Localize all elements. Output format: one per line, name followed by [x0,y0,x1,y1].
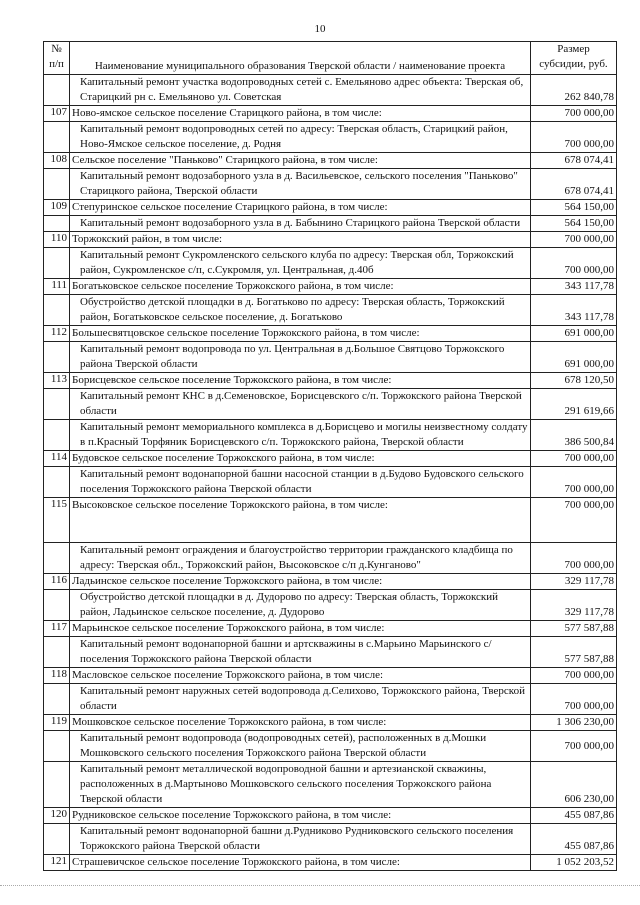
row-number: 107 [44,106,70,122]
row-name: Обустройство детской площадки в д. Богатьково по адресу: Тверская область, Торжокский район, Богатьковское сельское поселение, д. Богатьково [70,295,531,326]
subsidy-table [43,41,617,871]
row-amount: 455 087,86 [531,808,617,824]
row-amount: 700 000,00 [531,684,617,715]
row-amount: 577 587,88 [531,637,617,668]
row-number: 115 [44,498,70,543]
project-row [44,762,617,808]
row-number: 111 [44,279,70,295]
row-name: Капитальный ремонт водонапорной башни насосной станции в д.Будово Будовского сельского поселения Торжокского района Тверской области [70,467,531,498]
municipality-row [44,715,617,731]
row-name: Капитальный ремонт водозаборного узла в д. Васильевское, сельского поселения "Паньково" Старицкого района, Тверской области [70,169,531,200]
row-name: Капитальный ремонт КНС в д.Семеновское, Борисцевского с/п. Торжокского района Тверской области [70,389,531,420]
row-number: 116 [44,574,70,590]
row-name: Капитальный ремонт водопровода по ул. Центральная в д.Большое Святцово Торжокского района Тверской области [70,342,531,373]
project-row [44,684,617,715]
row-number: 112 [44,326,70,342]
row-amount: 564 150,00 [531,216,617,232]
row-number [44,762,70,808]
project-row [44,342,617,373]
row-amount: 700 000,00 [531,467,617,498]
row-name: Капитальный ремонт участка водопроводных сетей с. Емельяново адрес объекта: Тверская об, Старицкий рн с. Емельяново ул. Советская [70,75,531,106]
header-number: № п/п [44,42,70,75]
row-number: 117 [44,621,70,637]
row-amount: 691 000,00 [531,326,617,342]
row-number [44,75,70,106]
project-row [44,590,617,621]
municipality-row [44,574,617,590]
row-name: Мошковское сельское поселение Торжокского района, в том числе: [70,715,531,731]
row-amount: 291 619,66 [531,389,617,420]
row-number: 114 [44,451,70,467]
row-amount: 577 587,88 [531,621,617,637]
row-name: Степуринское сельское поселение Старицкого района, в том числе: [70,200,531,216]
header-amount: Размер субсидии, руб. [531,42,617,75]
row-amount: 564 150,00 [531,200,617,216]
table-header [44,42,617,75]
row-name: Борисцевское сельское поселение Торжокского района, в том числе: [70,373,531,389]
row-number: 119 [44,715,70,731]
row-number [44,122,70,153]
row-amount: 700 000,00 [531,106,617,122]
row-number: 113 [44,373,70,389]
row-name: Ладьинское сельское поселение Торжокского района, в том числе: [70,574,531,590]
row-number [44,731,70,762]
project-row [44,731,617,762]
row-amount: 1 306 230,00 [531,715,617,731]
row-number [44,824,70,855]
municipality-row [44,855,617,871]
table-body [44,75,617,871]
row-name: Страшевичское сельское поселение Торжокского района, в том числе: [70,855,531,871]
row-amount: 700 000,00 [531,232,617,248]
row-amount: 329 117,78 [531,574,617,590]
row-name: Будовское сельское поселение Торжокского района, в том числе: [70,451,531,467]
row-amount: 678 120,50 [531,373,617,389]
row-name: Масловское сельское поселение Торжокского района, в том числе: [70,668,531,684]
project-row [44,216,617,232]
row-number: 118 [44,668,70,684]
row-number [44,248,70,279]
row-amount: 700 000,00 [531,668,617,684]
project-row [44,169,617,200]
project-row [44,248,617,279]
row-number [44,216,70,232]
row-number: 110 [44,232,70,248]
row-name: Капитальный ремонт водонапорной башни и артскважины в с.Марьино Марьинского с/поселения Торжокского района Тверской области [70,637,531,668]
row-amount: 343 117,78 [531,295,617,326]
municipality-row [44,498,617,543]
municipality-row [44,451,617,467]
row-amount: 700 000,00 [531,498,617,543]
project-row [44,420,617,451]
row-number: 121 [44,855,70,871]
row-name: Капитальный ремонт наружных сетей водопровода д.Селихово, Торжокского района, Тверской области [70,684,531,715]
page-number: 10 [314,23,326,35]
municipality-row [44,808,617,824]
row-amount: 329 117,78 [531,590,617,621]
project-row [44,543,617,574]
row-number [44,543,70,574]
row-name: Капитальный ремонт ограждения и благоустройство территории гражданского кладбища по адресу: Тверская обл., Торжокский район, Высоковское с/п д.Кунганово" [70,543,531,574]
scan-edge [0,885,640,886]
row-name: Капитальный ремонт Сукромленского сельского клуба по адресу: Тверская обл, Торжокский район, Сукромленское с/п, с.Сукромля, ул. Центральная, д.40б [70,248,531,279]
row-name: Большесвятцовское сельское поселение Торжокского района, в том числе: [70,326,531,342]
municipality-row [44,200,617,216]
row-number [44,420,70,451]
row-number [44,295,70,326]
municipality-row [44,153,617,169]
row-amount: 700 000,00 [531,543,617,574]
project-row [44,389,617,420]
row-amount: 700 000,00 [531,122,617,153]
row-name: Рудниковское сельское поселение Торжокского района, в том числе: [70,808,531,824]
row-number [44,590,70,621]
row-name: Капитальный ремонт водопроводных сетей по адресу: Тверская область, Старицкий район, Ново-Ямское сельское поселение, д. Родня [70,122,531,153]
row-name: Ново-ямское сельское поселение Старицкого района, в том числе: [70,106,531,122]
project-row [44,824,617,855]
project-row [44,467,617,498]
project-row [44,637,617,668]
row-name: Сельское поселение "Паньково" Старицкого района, в том числе: [70,153,531,169]
project-row [44,295,617,326]
row-number [44,389,70,420]
row-name: Капитальный ремонт водонапорной башни д.Рудниково Рудниковского сельского поселения Торжокского района Тверской области [70,824,531,855]
row-amount: 700 000,00 [531,451,617,467]
row-amount: 262 840,78 [531,75,617,106]
row-name: Богатьковское сельское поселение Торжокского района, в том числе: [70,279,531,295]
municipality-row [44,279,617,295]
row-amount: 1 052 203,52 [531,855,617,871]
row-number [44,169,70,200]
row-name: Капитальный ремонт водопровода (водопроводных сетей), расположенных в д.Мошки Мошковского сельского поселения Торжокского района Тверской области [70,731,531,762]
row-name: Марьинское сельское поселение Торжокского района, в том числе: [70,621,531,637]
row-amount: 700 000,00 [531,248,617,279]
municipality-row [44,621,617,637]
project-row [44,122,617,153]
row-amount: 678 074,41 [531,153,617,169]
row-amount: 678 074,41 [531,169,617,200]
row-name: Высоковское сельское поселение Торжокского района, в том числе: [70,498,531,543]
municipality-row [44,668,617,684]
municipality-row [44,326,617,342]
row-amount: 455 087,86 [531,824,617,855]
row-amount: 606 230,00 [531,762,617,808]
row-number [44,637,70,668]
row-number: 108 [44,153,70,169]
row-name: Капитальный ремонт мемориального комплекса в д.Борисцево и могилы неизвестному солдату в п.Красный Торфяник Борисцевского с/п. Торжокского района, Тверской области [70,420,531,451]
row-number: 120 [44,808,70,824]
row-name: Обустройство детской площадки в д. Дудорово по адресу: Тверская область, Торжокский район, Ладьинское сельское поселение, д. Дудорово [70,590,531,621]
project-row [44,75,617,106]
row-amount: 691 000,00 [531,342,617,373]
header-name: Наименование муниципального образования Тверской области / наименование проекта [70,42,531,75]
municipality-row [44,106,617,122]
row-amount: 343 117,78 [531,279,617,295]
row-number [44,467,70,498]
municipality-row [44,373,617,389]
row-name: Торжокский район, в том числе: [70,232,531,248]
row-amount: 386 500,84 [531,420,617,451]
row-number [44,342,70,373]
row-amount: 700 000,00 [531,731,617,762]
row-number: 109 [44,200,70,216]
row-name: Капитальный ремонт металлической водопроводной башни и артезианской скважины, расположенных в д.Мартыново Мошковского сельского поселения Торжокского района Тверской области [70,762,531,808]
row-name: Капитальный ремонт водозаборного узла в д. Бабынино Старицкого района Тверской области [70,216,531,232]
row-number [44,684,70,715]
municipality-row [44,232,617,248]
